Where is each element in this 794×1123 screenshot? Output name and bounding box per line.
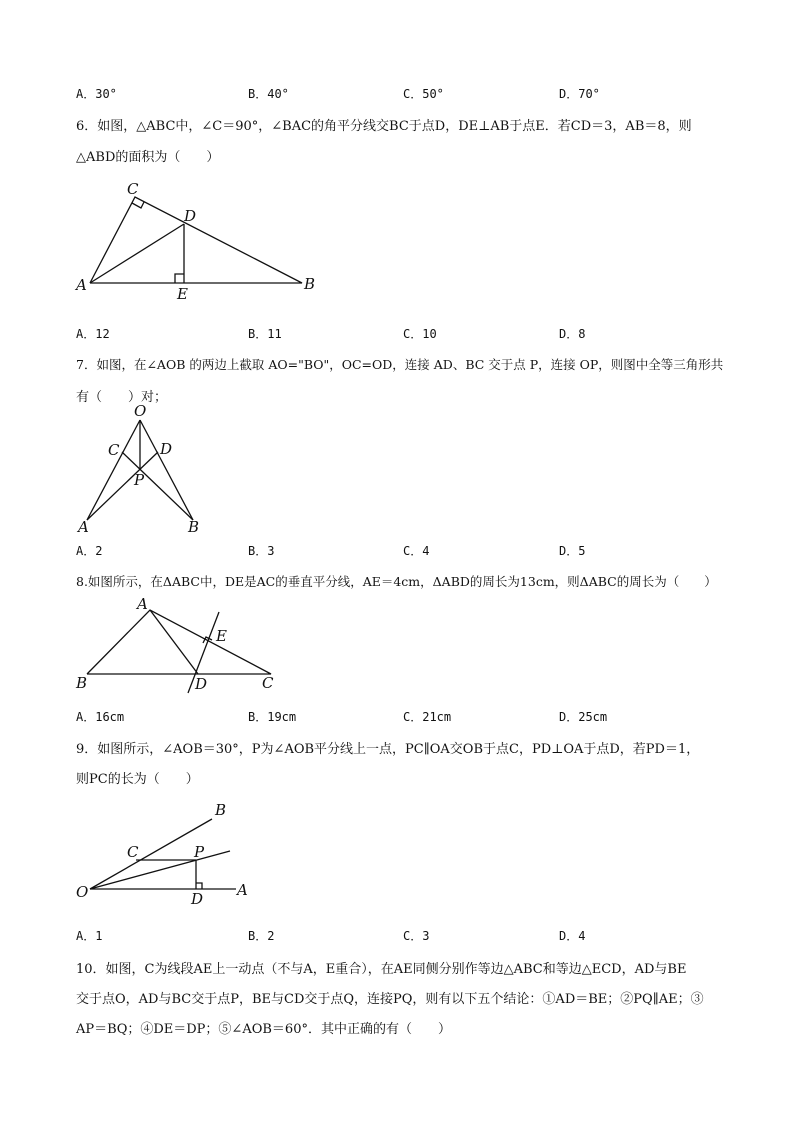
q8-segment-ad	[150, 610, 198, 674]
q6-question-line1: 6．如图，△ABC中，∠C＝90°，∠BAC的角平分线交BC于点D，DE⊥AB于点E．若CD＝3，AB＝8，则	[76, 119, 692, 134]
q8-option-c[interactable]: C．21cm	[403, 710, 452, 724]
q7-question-line1: 7．如图，在∠AOB 的两边上截取 AO="BO"，OC=OD，连接 AD、BC 交于点 P，连接 OP，则图中全等三角形共	[76, 357, 724, 372]
q7-options	[76, 542, 716, 560]
q7-segment-bc	[122, 452, 193, 520]
q7-option-c[interactable]: C．4	[403, 544, 430, 558]
q10-question-line2: 交于点O，AD与BC交于点P，BE与CD交于点Q，连接PQ，则有以下五个结论：①AD＝BE；②PQ∥AE；③	[76, 992, 704, 1007]
q9-question-line2: 则PC的长为（ ）	[76, 772, 199, 787]
q5-option-c[interactable]: C．50°	[403, 87, 444, 101]
q7-label-d: D	[160, 440, 173, 458]
q8-question-line1: 8.如图所示，在ΔABC中，DE是AC的垂直平分线，AE＝4cm，ΔABD的周长为13cm，则ΔABC的周长为（ ）	[76, 574, 717, 589]
q9-label-o: O	[76, 883, 89, 901]
q7-option-d[interactable]: D．5	[559, 544, 586, 558]
q9-label-d: D	[191, 890, 204, 908]
q6-question-line2: △ABD的面积为（ ）	[76, 150, 220, 165]
q7-label-a: A	[78, 518, 89, 536]
q6-right-angle-e	[175, 274, 184, 283]
q9-label-a: A	[237, 881, 248, 899]
q6-figure	[70, 175, 330, 305]
q8-triangle	[87, 610, 271, 674]
q7-label-p: P	[134, 471, 145, 489]
q9-right-angle-d	[196, 883, 202, 889]
q6-segment-ad	[90, 224, 184, 283]
q7-label-c: C	[108, 441, 120, 459]
q6-option-c[interactable]: C．10	[403, 327, 437, 341]
q7-option-a[interactable]: A．2	[76, 544, 103, 558]
q8-label-a: A	[137, 595, 148, 613]
q7-figure	[70, 402, 210, 540]
q7-label-b: B	[188, 518, 200, 536]
q8-label-e: E	[216, 627, 227, 645]
q9-figure	[70, 797, 270, 912]
q9-option-b[interactable]: B．2	[248, 929, 275, 943]
q9-option-a[interactable]: A．1	[76, 929, 103, 943]
q8-label-c: C	[262, 674, 274, 692]
q8-label-d: D	[195, 675, 208, 693]
q10-question-line1: 10．如图，C为线段AE上一动点（不与A，E重合），在AE同侧分别作等边△ABC和等边△ECD，AD与BE	[76, 962, 687, 977]
q8-option-a[interactable]: A．16cm	[76, 710, 125, 724]
q8-option-b[interactable]: B．19cm	[248, 710, 297, 724]
q6-label-c: C	[127, 180, 139, 198]
q5-options	[76, 85, 716, 103]
q7-question-line2: 有（ ）对；	[76, 390, 168, 405]
q9-label-p: P	[194, 843, 205, 861]
q6-option-b[interactable]: B．11	[248, 327, 282, 341]
q9-options	[76, 927, 716, 945]
q9-question-line1: 9．如图所示，∠AOB＝30°，P为∠AOB平分线上一点，PC∥OA交OB于点C，PD⊥OA于点D，若PD＝1，	[76, 742, 700, 757]
q5-option-a[interactable]: A．30°	[76, 87, 117, 101]
q9-label-b: B	[215, 801, 227, 819]
q9-option-d[interactable]: D．4	[559, 929, 586, 943]
q5-option-d[interactable]: D．70°	[559, 87, 600, 101]
q5-option-b[interactable]: B．40°	[248, 87, 289, 101]
q8-label-b: B	[76, 674, 88, 692]
q7-segment-ob	[140, 420, 193, 520]
q7-segment-ad	[87, 452, 158, 520]
q9-option-c[interactable]: C．3	[403, 929, 430, 943]
q7-label-o: O	[134, 402, 147, 420]
q6-option-a[interactable]: A．12	[76, 327, 110, 341]
q6-label-a: A	[76, 276, 87, 294]
q10-question-line3: AP＝BQ；④DE＝DP；⑤∠AOB＝60°．其中正确的有（ ）	[76, 1022, 451, 1037]
q6-label-d: D	[184, 207, 197, 225]
q9-label-c: C	[127, 843, 139, 861]
q6-options	[76, 325, 716, 343]
q8-figure	[70, 597, 290, 697]
q6-label-b: B	[304, 275, 316, 293]
q6-right-angle-c	[132, 202, 144, 208]
q7-segment-oa	[87, 420, 140, 520]
q7-option-b[interactable]: B．3	[248, 544, 275, 558]
q6-label-e: E	[177, 285, 188, 303]
q8-options	[76, 708, 716, 726]
q9-bisector-op	[90, 851, 230, 889]
q8-option-d[interactable]: D．25cm	[559, 710, 608, 724]
q6-option-d[interactable]: D．8	[559, 327, 586, 341]
